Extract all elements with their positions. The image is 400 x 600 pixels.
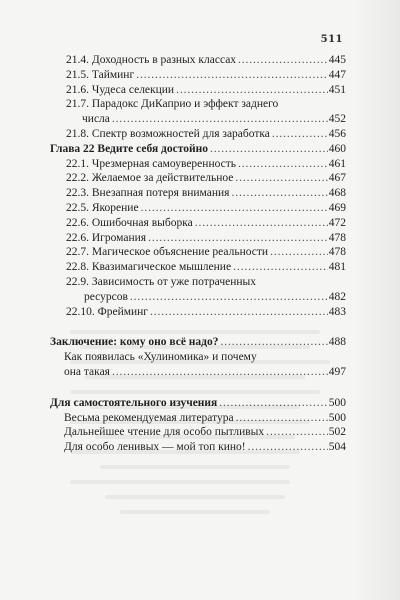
toc-entry[interactable] xyxy=(50,171,346,186)
leader-dots xyxy=(141,201,328,216)
leader-dots xyxy=(112,112,328,127)
leader-dots xyxy=(248,440,328,455)
leader-dots xyxy=(219,396,327,411)
leader-dots xyxy=(148,231,328,246)
section-gap xyxy=(50,319,346,335)
toc-entry-page: 478 xyxy=(328,246,346,259)
leader-dots xyxy=(272,127,328,142)
leader-dots xyxy=(130,290,328,305)
toc-entry-page: 500 xyxy=(328,411,346,424)
toc-entry[interactable] xyxy=(50,83,346,98)
toc-entry-title-line2: числа xyxy=(82,113,110,126)
toc-entry-title: 22.7. Магическое объяснение реальности xyxy=(66,246,269,259)
toc-entry-title-line1: Как появилась «Хулиномика» и почему xyxy=(64,351,257,364)
bleed-through-line xyxy=(100,465,290,469)
leader-dots xyxy=(150,305,328,320)
toc-entry[interactable] xyxy=(50,68,346,83)
toc-entry-title-line2: ресурсов xyxy=(84,290,128,303)
toc-entry-title: 22.8. Квазимагическое мышление xyxy=(66,261,232,274)
toc-entry-title: 21.5. Тайминг xyxy=(66,68,135,81)
toc-entry-page: 504 xyxy=(328,441,346,454)
toc-entry-title: Весьма рекомендуемая литература xyxy=(64,411,234,424)
toc-entry[interactable] xyxy=(50,275,346,305)
toc-entry-page: 468 xyxy=(328,187,346,200)
toc-chapter-page: 460 xyxy=(328,142,346,155)
toc-entry[interactable] xyxy=(50,305,346,320)
leader-dots xyxy=(210,142,328,157)
toc-entry-title: 22.3. Внезапная потеря внимания xyxy=(66,187,230,200)
toc-section-title: Заключение: кому оно всё надо? xyxy=(50,336,219,349)
toc-chapter-heading[interactable] xyxy=(50,142,346,157)
leader-dots xyxy=(238,157,328,172)
table-of-contents xyxy=(50,53,346,455)
toc-entry[interactable] xyxy=(50,231,346,246)
toc-entry[interactable] xyxy=(50,440,346,455)
leader-dots xyxy=(235,171,327,186)
toc-entry[interactable] xyxy=(50,127,346,142)
toc-entry[interactable] xyxy=(50,157,346,172)
bleed-through-line xyxy=(70,480,290,484)
toc-entry-title: 22.6. Игромания xyxy=(66,231,147,244)
toc-entry-page: 467 xyxy=(328,172,346,185)
toc-entry[interactable] xyxy=(50,201,346,216)
leader-dots xyxy=(112,365,328,380)
toc-entry[interactable] xyxy=(50,425,346,440)
toc-entry-page: 461 xyxy=(328,157,346,170)
toc-entry[interactable] xyxy=(50,186,346,201)
leader-dots xyxy=(221,335,328,350)
toc-entry-page: 445 xyxy=(328,54,346,66)
leader-dots xyxy=(231,186,327,201)
toc-entry-title: 21.4. Доходность в разных классах xyxy=(66,54,237,66)
toc-entry-page: 497 xyxy=(328,365,346,378)
toc-section-page: 488 xyxy=(328,336,346,349)
toc-section-title: Для самостоятельного изучения xyxy=(50,396,218,409)
toc-entry-page: 456 xyxy=(328,127,346,140)
toc-entry-title: 21.6. Чудеса селекции xyxy=(66,83,175,96)
toc-entry[interactable] xyxy=(50,245,346,260)
toc-entry-title: 22.1. Чрезмерная самоуверенность xyxy=(66,157,237,170)
leader-dots xyxy=(236,411,328,426)
toc-entry-title: 22.2. Желаемое за действительное xyxy=(66,172,234,185)
toc-entry-title: 22.5. Якорение xyxy=(66,201,139,214)
page-gutter-shadow xyxy=(354,0,400,600)
leader-dots xyxy=(233,260,328,275)
bleed-through-line xyxy=(105,495,285,499)
toc-entry-page: 472 xyxy=(328,216,346,229)
toc-entry-page: 483 xyxy=(328,305,346,318)
toc-section-heading[interactable] xyxy=(50,396,346,411)
toc-section-heading[interactable] xyxy=(50,335,346,350)
toc-entry-title: Дальнейшее чтение для особо пытливых xyxy=(64,426,265,439)
leader-dots xyxy=(238,53,328,68)
toc-entry-title: 21.8. Спектр возможностей для заработка xyxy=(66,127,270,140)
toc-entry-title: 22.10. Фрейминг xyxy=(66,305,149,318)
bleed-through-line xyxy=(120,510,270,514)
toc-entry[interactable] xyxy=(50,411,346,426)
section-gap xyxy=(50,380,346,396)
toc-chapter-title: Глава 22 Ведите себя достойно xyxy=(50,142,208,155)
toc-entry-page: 482 xyxy=(328,290,346,303)
toc-entry-page: 469 xyxy=(328,201,346,214)
toc-entry-page: 478 xyxy=(328,231,346,244)
toc-entry-title-line2: она такая xyxy=(64,365,110,378)
leader-dots xyxy=(266,425,328,440)
toc-entry-page: 447 xyxy=(328,68,346,81)
toc-entry-title-line1: 21.7. Парадокс ДиКаприо и эффект заднего xyxy=(66,98,279,111)
toc-entry-page: 452 xyxy=(328,113,346,126)
toc-entry[interactable] xyxy=(50,216,346,231)
toc-entry-page: 502 xyxy=(328,426,346,439)
toc-entry-title: Для особо ленивых — мой топ кино! xyxy=(64,441,246,454)
leader-dots xyxy=(136,68,328,83)
toc-entry[interactable] xyxy=(50,53,346,68)
leader-dots xyxy=(195,216,328,231)
leader-dots xyxy=(270,245,328,260)
page-number: 511 xyxy=(320,34,343,45)
toc-entry[interactable] xyxy=(50,350,346,380)
toc-section-page: 500 xyxy=(328,396,346,409)
toc-entry-page: 481 xyxy=(328,261,346,274)
toc-entry-title-line1: 22.9. Зависимость от уже потраченных xyxy=(66,275,257,288)
toc-entry[interactable] xyxy=(50,260,346,275)
toc-entry-title: 22.6. Ошибочная выборка xyxy=(66,216,193,229)
leader-dots xyxy=(176,83,328,98)
toc-entry[interactable] xyxy=(50,97,346,127)
toc-entry-page: 451 xyxy=(328,83,346,96)
